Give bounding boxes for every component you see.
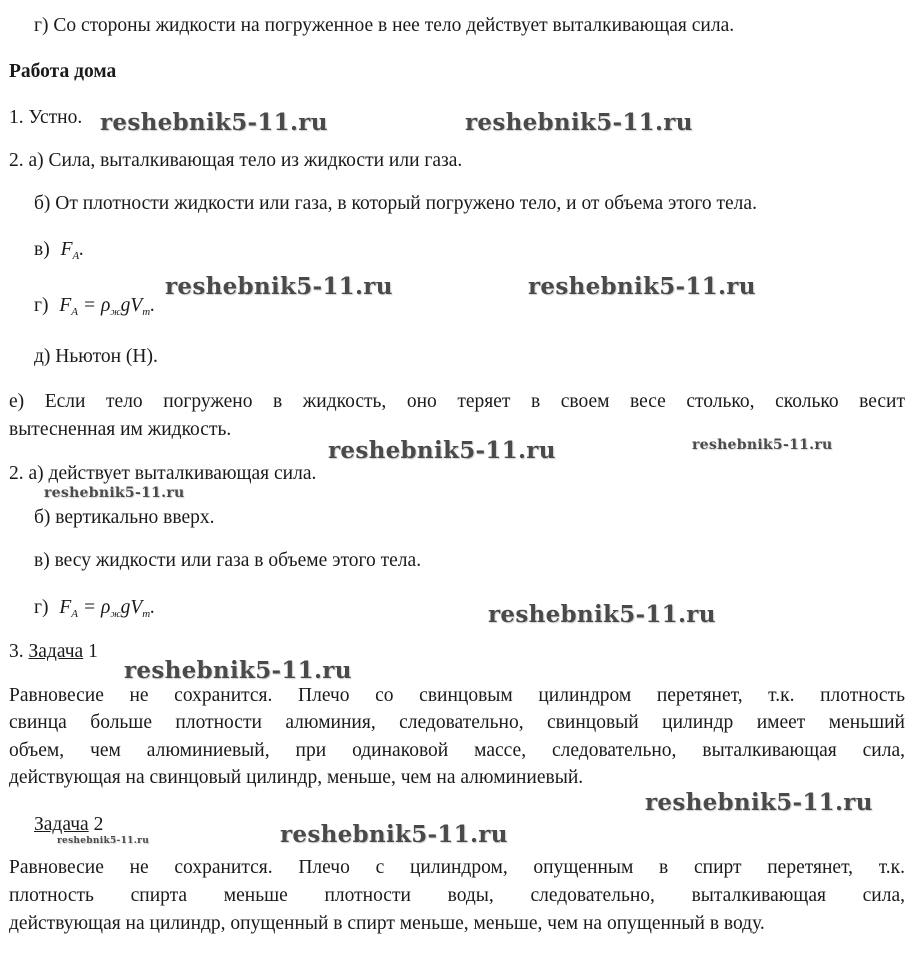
formula-symbol: g [120, 597, 131, 618]
watermark: reshebnik5-11.ru [645, 789, 873, 816]
item-2g [34, 294, 155, 319]
task1-heading [9, 640, 98, 663]
item-2v-label: в) [34, 239, 50, 260]
watermark: reshebnik5-11.ru [528, 273, 756, 300]
watermark: reshebnik5-11.ru [57, 836, 150, 846]
formula-archimedes [59, 597, 155, 618]
formula-symbol: F [59, 597, 72, 618]
item-3b: б) вертикально вверх. [34, 507, 215, 528]
watermark: reshebnik5-11.ru [100, 109, 328, 136]
formula-symbol: F [60, 239, 73, 260]
formula-subscript: A [71, 608, 79, 620]
formula-symbol: V [130, 295, 143, 316]
task1-line-1: Равновесие не сохранится. Плечо со свинцовым цилиндром перетянет, т.к. плотность [9, 685, 905, 706]
item-2v [34, 238, 84, 263]
item-2e-line1: е) Если тело погружено в жидкость, оно теряет в своем весе столько, сколько весит [9, 391, 905, 412]
task1-title: Задача [28, 641, 84, 662]
section-heading: Работа дома [9, 61, 117, 82]
item-3v: в) весу жидкости или газа в объеме этого тела. [34, 550, 422, 571]
task1-number: 3. [9, 641, 24, 662]
formula-equals: = [78, 597, 101, 618]
intro-line: г) Со стороны жидкости на погруженное в нее тело действует выталкивающая сила. [34, 15, 735, 36]
formula-subscript: т [142, 306, 151, 318]
formula-subscript: т [142, 608, 151, 620]
formula-symbol: V [130, 597, 143, 618]
item-3a: 2. а) действует выталкивающая сила. [9, 463, 317, 484]
watermark: reshebnik5-11.ru [488, 601, 716, 628]
task2-line-1: Равновесие не сохранится. Плечо с цилиндром, опущенным в спирт перетянет, т.к. [9, 857, 905, 878]
formula-dot: . [150, 597, 156, 618]
task1-line-2: свинца больше плотности алюминия, следовательно, свинцовый цилиндр имеет меньший [9, 712, 905, 733]
item-2e-line2: вытесненная им жидкость. [9, 419, 232, 440]
task1-index: 1 [88, 641, 98, 662]
watermark: reshebnik5-11.ru [44, 485, 185, 501]
formula-dot: . [150, 295, 156, 316]
task2-index: 2 [93, 814, 104, 835]
watermark: reshebnik5-11.ru [328, 437, 556, 464]
watermark: reshebnik5-11.ru [465, 109, 693, 136]
formula-dot: . [79, 239, 85, 260]
task1-line-3: объем, чем алюминиевый, при одинаковой массе, следовательно, выталкивающая сила, [9, 740, 905, 761]
item-2a: 2. а) Сила, выталкивающая тело из жидкости или газа. [9, 150, 463, 171]
formula-equals: = [78, 295, 101, 316]
task2-title: Задача [34, 814, 89, 835]
task2-line-3: действующая на цилиндр, опущенный в спирт меньше, меньше, чем на опущенный в воду. [9, 913, 765, 934]
formula-subscript: A [72, 250, 80, 262]
formula-fa [61, 239, 85, 260]
item-2d: д) Ньютон (Н). [34, 346, 158, 367]
formula-symbol: g [120, 295, 131, 316]
task1-line-4: действующая на свинцовый цилиндр, меньше, чем на алюминиевый. [9, 767, 584, 788]
formula-symbol: ρ [100, 295, 111, 316]
watermark: reshebnik5-11.ru [124, 657, 352, 684]
formula-symbol: ρ [100, 597, 111, 618]
watermark: reshebnik5-11.ru [692, 437, 833, 453]
watermark: reshebnik5-11.ru [165, 273, 393, 300]
item-2b: б) От плотности жидкости или газа, в который погружено тело, и от объема этого тела. [34, 193, 757, 214]
formula-archimedes [59, 295, 155, 316]
task2-line-2: плотность спирта меньше плотности воды, следовательно, выталкивающая сила, [9, 885, 905, 906]
formula-symbol: F [59, 295, 72, 316]
formula-subscript: ж [110, 306, 121, 318]
item-2g-label: г) [34, 295, 49, 316]
item-3g [34, 596, 155, 621]
formula-subscript: A [71, 306, 79, 318]
watermark: reshebnik5-11.ru [280, 821, 508, 848]
item-1: 1. Устно. [9, 107, 83, 128]
formula-subscript: ж [110, 608, 121, 620]
item-3g-label: г) [34, 597, 49, 618]
task2-heading [34, 813, 103, 836]
